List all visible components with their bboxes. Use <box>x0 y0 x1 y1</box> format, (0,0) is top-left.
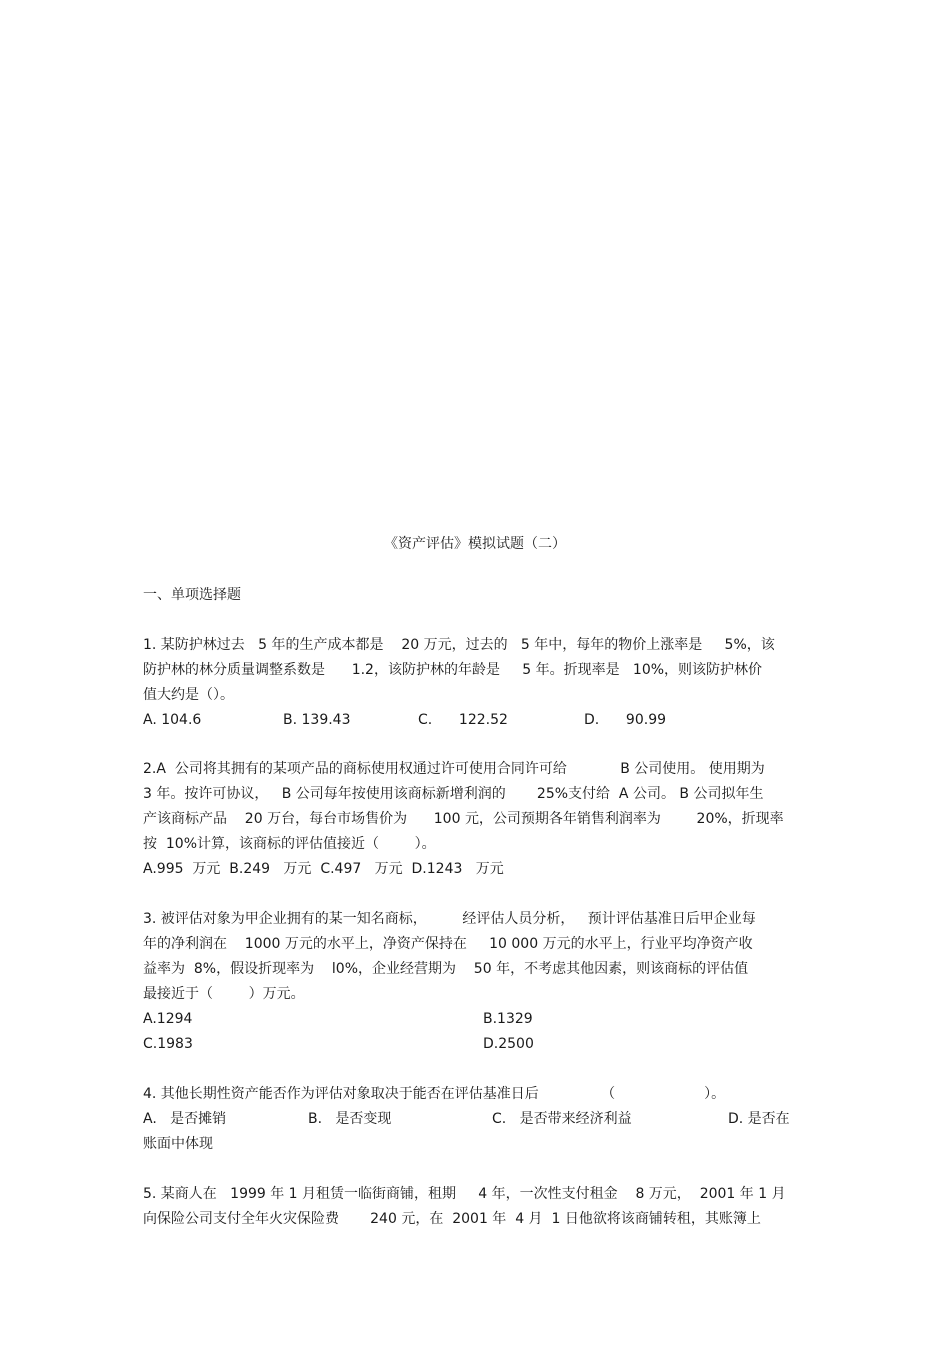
option-c: C.1983 <box>143 1036 193 1052</box>
question-line: 益率为 8%，假设折现率为 l0%，企业经营期为 50 年，不考虑其他因素，则该商标的评估值 <box>143 961 749 977</box>
question-line: 4. 其他长期性资产能否作为评估对象取决于能否在评估基准日后 （ ）。 <box>143 1086 726 1102</box>
question-line: 3 年。按许可协议， B 公司每年按使用该商标新增利润的 25%支付给 A 公司。 B 公司拟年生 <box>143 786 764 802</box>
question-line: 3. 被评估对象为甲企业拥有的某一知名商标， 经评估人员分析， 预计评估基准日后甲企业每 <box>143 911 756 927</box>
option-d: D. 90.99 <box>584 712 667 728</box>
question-line: 2.A 公司将其拥有的某项产品的商标使用权通过许可使用合同许可给 B 公司使用。 使用期为 <box>143 761 765 777</box>
option-a: A. 104.6 <box>143 712 202 728</box>
question-line: 值大约是（）。 <box>143 687 234 703</box>
option-b: B. 139.43 <box>283 712 351 728</box>
option-d: D.2500 <box>483 1036 534 1052</box>
option-b: B. 是否变现 <box>308 1111 392 1127</box>
question-line: 最接近于（ ）万元。 <box>143 986 305 1002</box>
option-c: C. 是否带来经济利益 <box>492 1111 632 1127</box>
question-line: 1. 某防护林过去 5 年的生产成本都是 20 万元，过去的 5 年中，每年的物价上涨率是 5%，该 <box>143 637 775 653</box>
question-line: 年的净利润在 1000 万元的水平上，净资产保持在 10 000 万元的水平上，行业平均净资产收 <box>143 936 753 952</box>
question-5 <box>143 1182 813 1232</box>
option-d: D. 是否在 <box>728 1111 790 1127</box>
option-a: A. 是否摊销 <box>143 1111 227 1127</box>
option-a: A.1294 <box>143 1011 193 1027</box>
question-line: 产该商标产品 20 万台，每台市场售价为 100 元，公司预期各年销售利润率为 20%，折现率 <box>143 811 784 827</box>
options-line: A.995 万元 B.249 万元 C.497 万元 D.1243 万元 <box>143 861 504 877</box>
option-c: C. 122.52 <box>418 712 508 728</box>
option-b: B.1329 <box>483 1011 533 1027</box>
question-3 <box>143 907 813 1007</box>
question-line: 5. 某商人在 1999 年 1 月租赁一临街商铺，租期 4 年，一次性支付租金 8 万元， 2001 年 1 月 <box>143 1186 786 1202</box>
section-heading: 一、单项选择题 <box>143 587 241 603</box>
question-4 <box>143 1082 813 1107</box>
option-continuation: 账面中体现 <box>143 1136 213 1152</box>
question-line: 防护林的林分质量调整系数是 1.2，该防护林的年龄是 5 年。折现率是 10%，则该防护林价 <box>143 662 763 678</box>
question-1 <box>143 633 813 708</box>
question-2 <box>143 757 813 882</box>
document-title: 《资产评估》模拟试题（二） <box>384 536 566 552</box>
question-line: 按 10%计算，该商标的评估值接近（ ）。 <box>143 836 436 852</box>
question-line: 向保险公司支付全年火灾保险费 240 元，在 2001 年 4 月 1 日他欲将该商铺转租，其账簿上 <box>143 1211 761 1227</box>
